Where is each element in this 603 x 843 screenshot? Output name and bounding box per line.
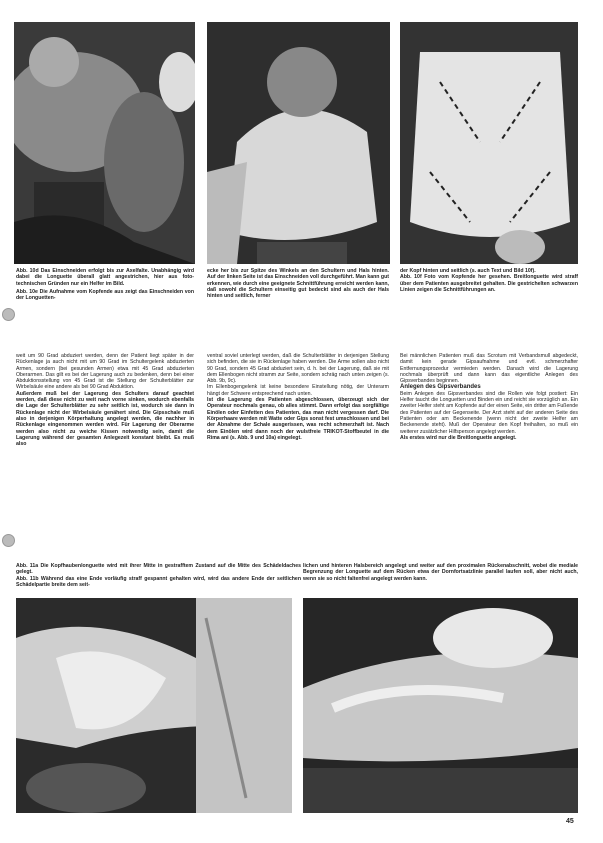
caption-paragraph: Abb. 10d Das Einschneiden erfolgt bis zur Axelfalte. Unabhängig wird dabei die Longuette überall glatt angestrichen, hier aus foto-technischen Gründen nur ein Helfer im Bild. — [16, 268, 194, 287]
caption-paragraph: Abb. 11a Die Kopfhaubenlonguette wird mit ihrer Mitte in gestrafftem Zustand auf die Mitte des Schädeldaches gelegt. — [16, 563, 301, 576]
photo-abb-11b — [303, 598, 578, 813]
section-heading: Anlegen des Gipsverbandes — [400, 384, 481, 391]
caption-paragraph: der Kopf hinten und seitlich (s. auch Text und Bild 10f). — [400, 268, 536, 274]
body-column-1 — [16, 353, 194, 447]
caption-abb-11b-continued — [303, 563, 578, 582]
body-paragraph: ventral soviel unterlegt werden, daß die Schulterblätter in derjenigen Stellung sich befinden, die sie in Rückenlage haben werden. Die Arme sollen also nicht 90 Grad, sondern 45 Grad abduziert sein, d. h. bei der Lagerung, daß sie mit dem Ellenbogen nicht stramm zur Seite, sondern schräg nach unten zeigen (s. Abb. 9b, 9c). — [207, 353, 389, 385]
photo-abb-11a — [16, 598, 292, 813]
caption-paragraph: ecke her bis zur Spitze des Winkels an den Schultern und Hals hinten. Auf der linken Seite ist das Einschneiden voll durchgeführt. Man kann gut erkennen, wie durch eine geeignete Schnittführung erreicht werden kann, daß sowohl die Schultern einseitig gut bedeckt sind als auch der Hals hinten und seitlich, ferner — [207, 268, 389, 300]
body-column-2 — [207, 353, 389, 441]
binder-hole — [2, 308, 15, 321]
body-paragraph: Ist die Lagerung des Patienten abgeschlossen, überzeugt sich der Operateur nochmals genau, ob alles stimmt. Dann erfolgt das sorgfältige Einölen oder Einfetten des Patienten, das man nicht vergessen darf. Die Körperhaare werden mit Watte oder Gips sonst fest umschlossen und bei der Abnahme der Schale ausgerissen, was recht schmerzhaft ist. Nach dem Einölen wird dann noch der wulstfreie TRIKOT-Stoffbeutel in die Rima ani (s. Abb. 9 und 10a) eingelegt. — [207, 397, 389, 441]
caption-paragraph: Abb. 10f Foto vom Kopfende her gesehen. Breitlonguette wird straff über dem Patienten ausgebreitet gehalten. Die gestrichelten schwarzen Linien zeigen die Schnittführungen an. — [400, 274, 578, 293]
body-column-3 — [400, 353, 578, 441]
caption-abb-10d-10e — [16, 268, 194, 301]
caption-abb-10f — [400, 268, 578, 293]
caption-abb-11a-11b — [16, 563, 301, 588]
body-paragraph: Außerdem muß bei der Lagerung des Schulters darauf geachtet werden, daß diese nicht zu weit nach vorne sinken, wodurch ebenfalls die Lage der Schulterblätter zu sehr seitlich ist, wodurch sie dann in Rückenlage nicht der Wirbelsäule genähert sind. Die Gipsschale muß also in derjenigen Körperhaltung angelegt werden, die nachher in Rückenlage eingenommen werden wird. Für Lagerung der Oberarme werden also nicht zu weiche Kissen notwendig sein, damit die Lagerung während der gesamten Anlegezeit konstant bleibt. Es muß also — [16, 390, 194, 448]
body-paragraph: Im Ellenbogengelenk ist keine besondere Einstellung nötig, der Unterarm hängt der Schwere entsprechend nach unten. — [207, 384, 389, 397]
body-paragraph: Bei männlichen Patienten muß das Scrotum mit Verbandsmull abgedeckt, damit kein gerade Gipsaufnahme und evtl. schmerzhafter Entfernungsprozedur vermieden werden. Danach wird die Lagerung nochmals überprüft und dann kann das eigentliche Anlegen des Gipsverbandes beginnen. — [400, 353, 578, 385]
page-number: 45 — [566, 818, 574, 825]
body-paragraph: weit um 90 Grad abduziert werden, denn der Patient liegt später in der Rückenlage ja auch nicht mit um 90 Grad im Schultergelenk abduzierten Armen, sondern (bei gesunden Armen) etwa mit 45 Grad abduzierten Oberarmen. Das gilt es bei der Lagerung auch zu bedenken, denn bei einer Abduktionsstellung von 45 Grad ist die Stellung der Schulterblätter zur Wirbelsäule eine andere als bei 90 Grad Abduktion. — [16, 353, 194, 391]
photo-abb-10d — [14, 22, 195, 264]
photo-abb-10f — [400, 22, 578, 264]
caption-paragraph: Abb. 11b Während das eine Ende vorläufig straff gespannt gehalten wird, wird das andere Ende der seitlichen Schädelpartie breite dem seit- — [16, 575, 301, 588]
caption-paragraph: Abb. 10e Die Aufnahme vom Kopfende aus zeigt das Einschneiden von der Longuetten- — [16, 288, 194, 302]
body-paragraph: Beim Anlegen des Gipsverbandes sind die Rollen wie folgt postiert: Ein Helfer taucht die Longuetten und Binden ein und reicht sie vorzüglich an. Ein zweiter Helfer steht am Kopfende auf der einen Seite, ein dritter am Fußende des Patienten auf der Gegenseite. Der Arzt steht auf der anderen Seite des Patienten oder am Beckenende (wenn nicht der zweite Helfer am Beckenende steht). Muß der Operateur den Kopf freihalten, so muß ein weiterer zusätzlicher Hilfsperson angelegt werden. — [400, 390, 578, 435]
caption-abb-10e-continued — [207, 268, 389, 299]
body-paragraph: Als erstes wird nur die Breitlonguette angelegt. — [400, 434, 517, 441]
binder-hole — [2, 534, 15, 547]
photo-abb-10e — [207, 22, 390, 264]
caption-paragraph: lichen und hinteren Halsbereich angelegt und weiter auf den proximalen Rückenabschnitt, wobei die mediale Begrenzung der Longuette auf dem Rücken etwa der Dornfortsatzlinie parallel laufen soll, aber nicht auch, wenn sie so nicht faltenfrei angelegt werden kann. — [303, 563, 578, 582]
